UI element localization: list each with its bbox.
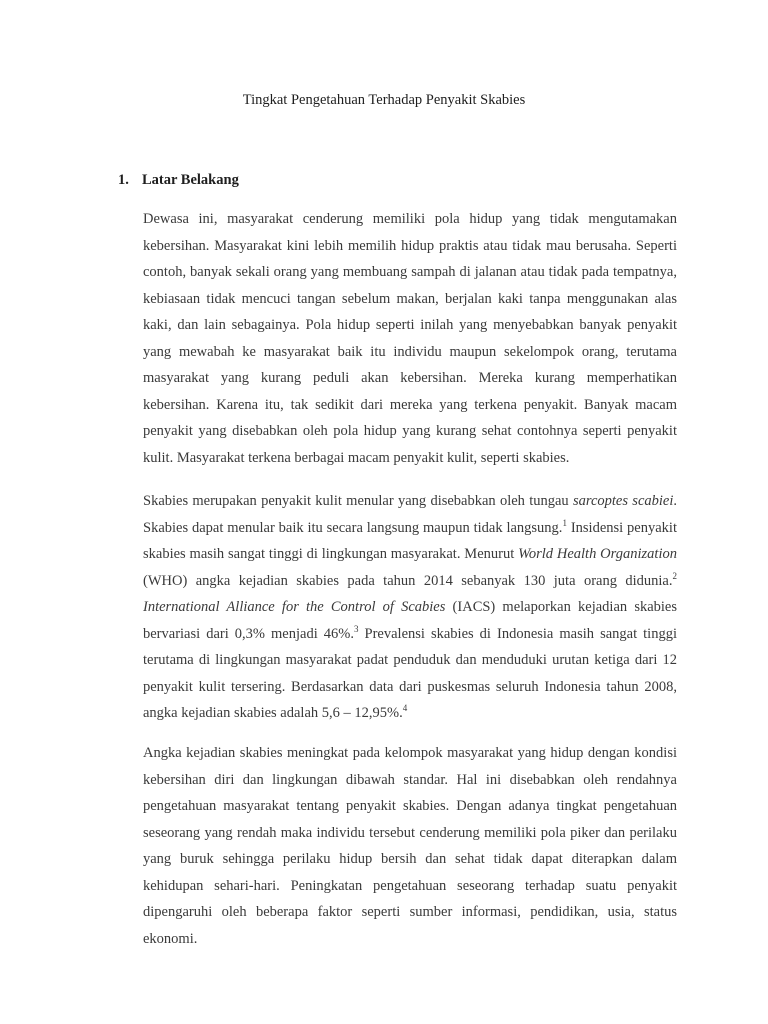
paragraph-3: Angka kejadian skabies meningkat pada kelompok masyarakat yang hidup dengan kondisi kebersihan diri dan lingkungan dibawah standar. Hal ini disebabkan oleh rendahnya pengetahuan masyarakat tentang penyakit skabies. Dengan adanya tingkat pengetahuan seseorang yang rendah maka individu tersebut cenderung memiliki pola piker dan perilaku yang buruk sehingga perilaku hidup bersih dan sehat tidak dapat diterapkan dalam kehidupan sehari-hari. Peningkatan pengetahuan seseorang terhadap suatu penyakit dipengaruhi oleh beberapa faktor seperti sumber informasi, pendidikan, usia, status ekonomi.	[143, 745, 677, 947]
p2-text-4: (WHO) angka kejadian skabies pada tahun 2014 sebanyak 130 juta orang didunia.	[143, 572, 673, 589]
section-heading	[118, 172, 239, 189]
footnote-ref-1: 1	[562, 517, 567, 528]
p2-text-5: (IACS) melaporkan kejadian skabies bervariasi dari 0,3% menjadi 46%.	[143, 599, 678, 642]
p2-who-name: World Health Organization	[518, 546, 677, 562]
paragraph-1: Dewasa ini, masyarakat cenderung memiliki pola hidup yang tidak mengutamakan kebersihan. Masyarakat kini lebih memilih hidup praktis atau tidak mau berusaha. Seperti contoh, banyak sekali orang yang membuang sampah di jalanan atau tidak pada tempatnya, kebiasaan tidak mencuci tangan sebelum makan, berjalan kaki tanpa menggunakan alas kaki, dan lain sebagainya. Pola hidup seperti inilah yang menyebabkan banyak penyakit yang mewabah ke masyarakat baik itu individu maupun sekelompok orang, terutama masyarakat yang kurang peduli akan kebersihan. Mereka kurang memperhatikan kebersihan. Karena itu, tak sedikit dari mereka yang terkena penyakit. Banyak macam penyakit yang disebabkan oleh pola hidup yang kurang sehat contohnya seperti penyakit kulit. Masyarakat terkena berbagai macam penyakit kulit, seperti skabies.	[143, 211, 677, 466]
p2-text-6: Prevalensi skabies di Indonesia masih sangat tinggi terutama di lingkungan masyarakat padat penduduk dan menduduki urutan ketiga dari 12 penyakit kulit tersering. Berdasarkan data dari puskesmas seluruh Indonesia tahun 2008, angka kejadian skabies adalah 5,6 – 12,95%.	[143, 625, 677, 721]
paragraph-2	[143, 488, 677, 727]
p2-iacs-name: International Alliance for the Control of Scabies	[143, 599, 446, 615]
section-heading-text: Latar Belakang	[142, 172, 239, 188]
footnote-ref-3: 3	[353, 623, 359, 634]
p2-species-name: sarcoptes scabiei	[572, 493, 674, 509]
footnote-ref-2: 2	[672, 570, 677, 581]
p2-text-1: Skabies merupakan penyakit kulit menular yang disebabkan oleh tungau	[143, 493, 573, 509]
p2-text-2: . Skabies dapat menular baik itu secara langsung maupun tidak langsung.	[143, 493, 677, 536]
footnote-ref-4: 4	[402, 703, 408, 713]
document-title: Tingkat Pengetahuan Terhadap Penyakit Skabies	[242, 92, 526, 108]
section-number: 1.	[118, 172, 129, 188]
p2-text-3: Insidensi penyakit skabies masih sangat tinggi di lingkungan masyarakat. Menurut	[143, 519, 677, 562]
